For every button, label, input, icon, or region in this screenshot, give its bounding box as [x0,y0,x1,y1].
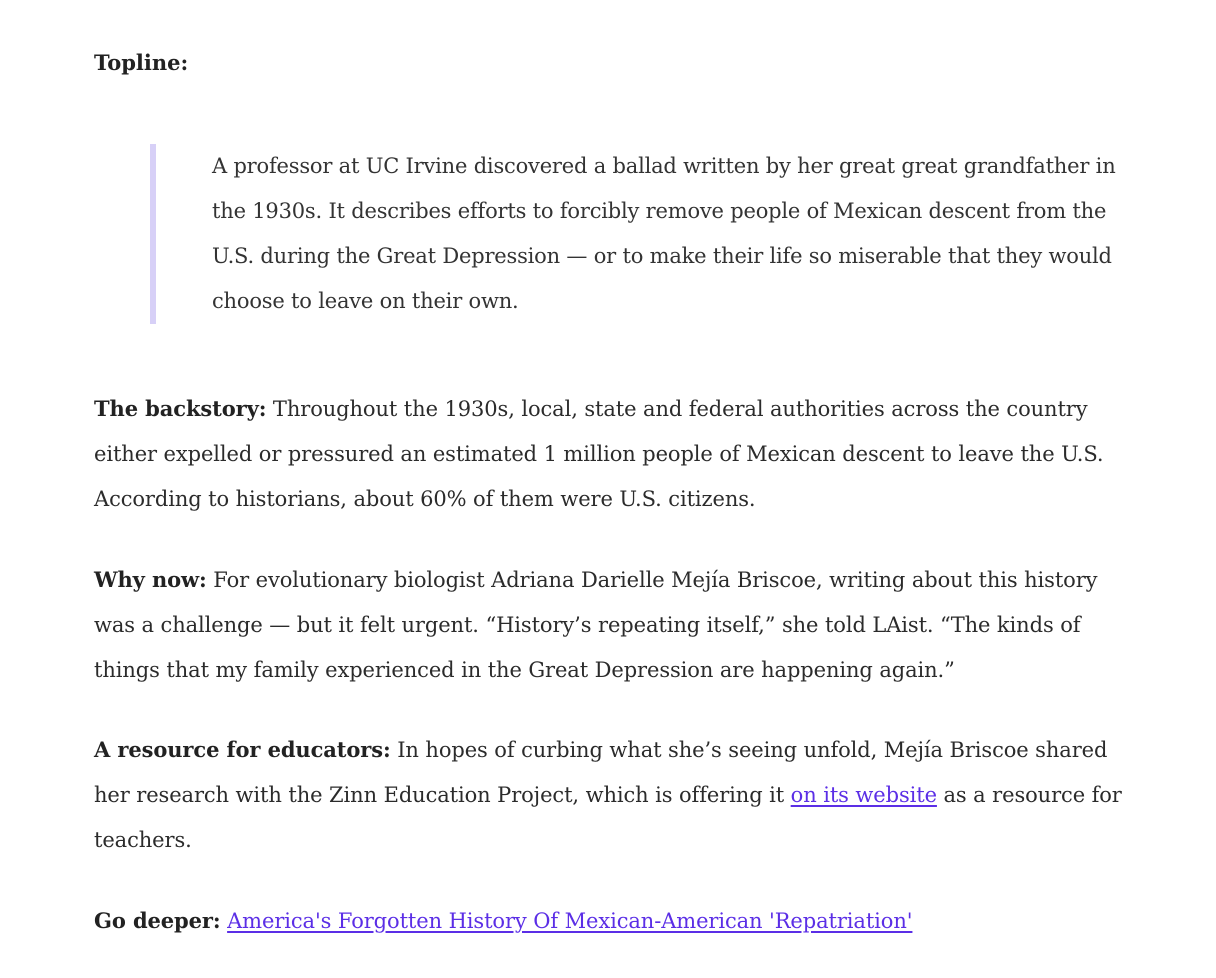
go-deeper-link[interactable]: America's Forgotten History Of Mexican-American 'Repatriation' [227,909,913,933]
resource-paragraph [94,727,1124,863]
topline-heading [94,40,1124,85]
backstory-label: The backstory: [94,396,267,421]
backstory-text: Throughout the 1930s, local, state and federal authorities across the country either expelled or pressured an estimated 1 million people of Mexican descent to leave the U.S. According to historians, about 60% of them were U.S. citizens. [94,397,1104,511]
why-now-label: Why now: [94,567,207,592]
summary-blockquote [150,144,1118,324]
resource-label: A resource for educators: [94,737,391,762]
why-now-paragraph [94,557,1124,693]
zinn-website-link[interactable]: on its website [790,783,937,807]
go-deeper-label: Go deeper: [94,908,221,933]
topline-label: Topline: [94,50,189,75]
resource-text-before: In hopes of curbing what she’s seeing unfold, Mejía Briscoe shared her research with the Zinn Education Project, which is offering it [94,738,1108,807]
resource-text-after: as a resource for teachers. [94,783,1122,852]
article-body [94,40,1124,944]
go-deeper-paragraph [94,898,1124,944]
blockquote-text: A professor at UC Irvine discovered a ballad written by her great great grandfather in the 1930s. It describes efforts to forcibly remove people of Mexican descent from the U.S. during the Great Depression — or to make their life so miserable that they would choose to leave on their own. [212,154,1116,313]
backstory-paragraph [94,386,1124,522]
why-now-text: For evolutionary biologist Adriana Darielle Mejía Briscoe, writing about this history was a challenge — but it felt urgent. “History’s repeating itself,” she told LAist. “The kinds of things that my family experienced in the Great Depression are happening again.” [94,568,1098,682]
